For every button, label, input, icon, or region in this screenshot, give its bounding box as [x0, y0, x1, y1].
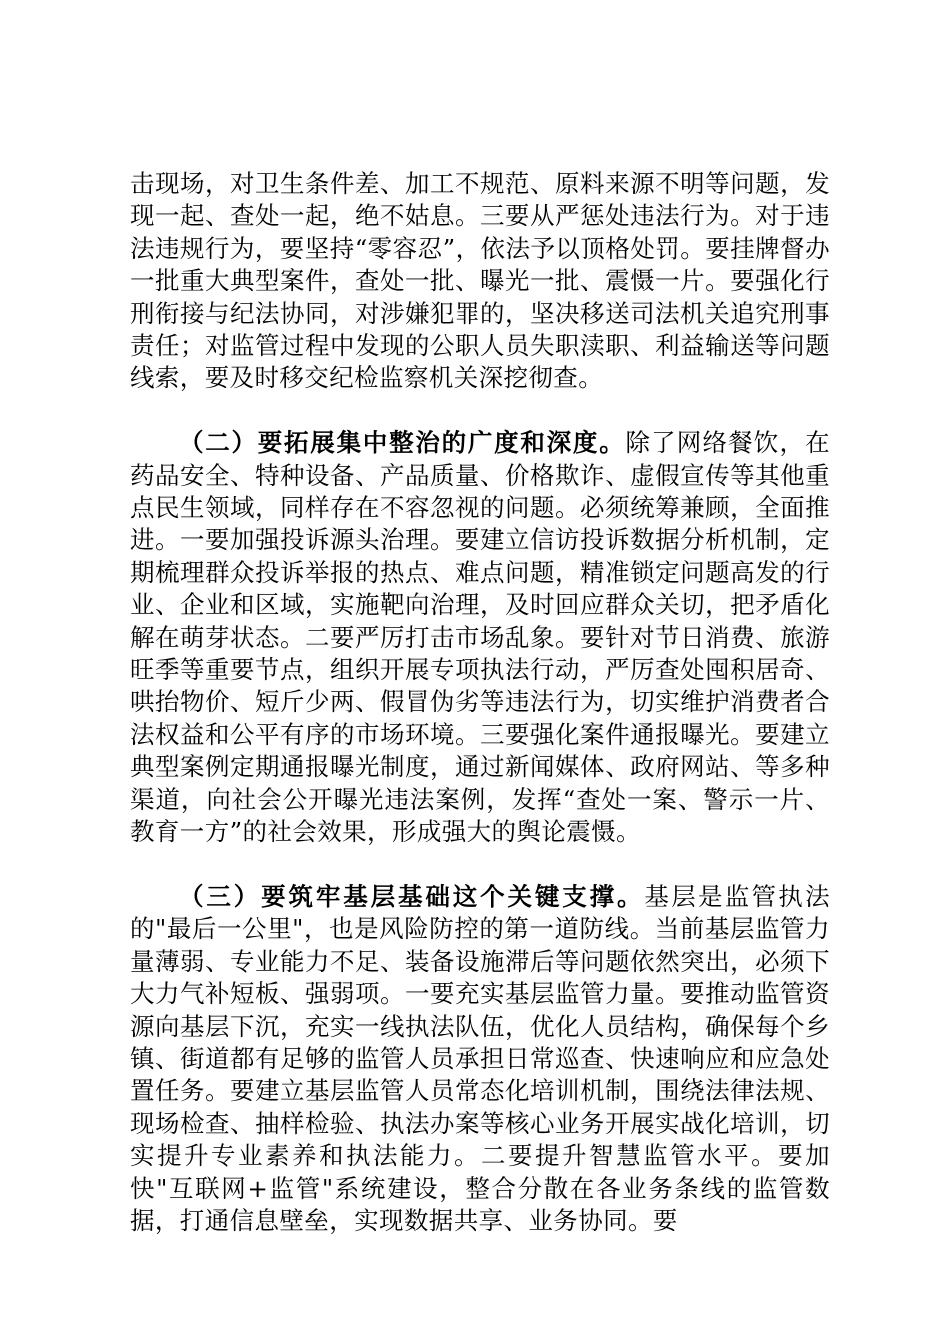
paragraph-body: 击现场，对卫生条件差、加工不规范、原料来源不明等问题，发现一起、查处一起，绝不姑息。三要从严惩处违法行为。对于违法违规行为，要坚持“零容忍”，依法予以顶格处罚。要挂牌督办一批重大典型案件，查处一批、曝光一批、震慑一片。要强化行刑衔接与纪法协同，对涉嫌犯罪的，坚决移送司法机关追究刑事责任；对监管过程中发现的公职人员失职渎职、利益输送等问题线索，要及时移交纪检监察机关深挖彻查。 [130, 169, 830, 393]
section-heading: （二）要拓展集中整治的广度和深度。 [179, 428, 626, 458]
section-heading: （三）要筑牢基层基础这个关键支撑。 [179, 881, 645, 911]
paragraph-body: 基层是监管执法的"最后一公里"，也是风险防控的第一道防线。当前基层监管力量薄弱、专业能力不足、装备设施滞后等问题依然突出，必须下大力气补短板、强弱项。一要充实基层监管力量。要推动监管资源向基层下沉，充实一线执法队伍，优化人员结构，确保每个乡镇、街道都有足够的监管人员承担日常巡查、快速响应和应急处置任务。要建立基层监管人员常态化培训机制，围绕法律法规、现场检查、抽样检验、执法办案等核心业务开展实战化培训，切实提升专业素养和执法能力。二要提升智慧监管水平。要加快"互联网+监管"系统建设，整合分散在各业务条线的监管数据，打通信息壁垒，实现数据共享、业务协同。要 [130, 881, 830, 1235]
paragraph-section-three [130, 881, 830, 1237]
paragraph-section-two [130, 427, 830, 848]
document-page [130, 168, 830, 1237]
paragraph-body: 除了网络餐饮，在药品安全、特种设备、产品质量、价格欺诈、虚假宣传等其他重点民生领域，同样存在不容忽视的问题。必须统筹兼顾，全面推进。一要加强投诉源头治理。要建立信访投诉数据分析机制，定期梳理群众投诉举报的热点、难点问题，精准锁定问题高发的行业、企业和区域，实施靶向治理，及时回应群众关切，把矛盾化解在萌芽状态。二要严厉打击市场乱象。要针对节日消费、旅游旺季等重要节点，组织开展专项执法行动，严厉查处囤积居奇、哄抬物价、短斤少两、假冒伪劣等违法行为，切实维护消费者合法权益和公平有序的市场环境。三要强化案件通报曝光。要建立典型案例定期通报曝光制度，通过新闻媒体、政府网站、等多种渠道，向社会公开曝光违法案例，发挥“查处一案、警示一片、教育一方”的社会效果，形成强大的舆论震慑。 [130, 428, 831, 847]
paragraph-continued [130, 168, 830, 395]
